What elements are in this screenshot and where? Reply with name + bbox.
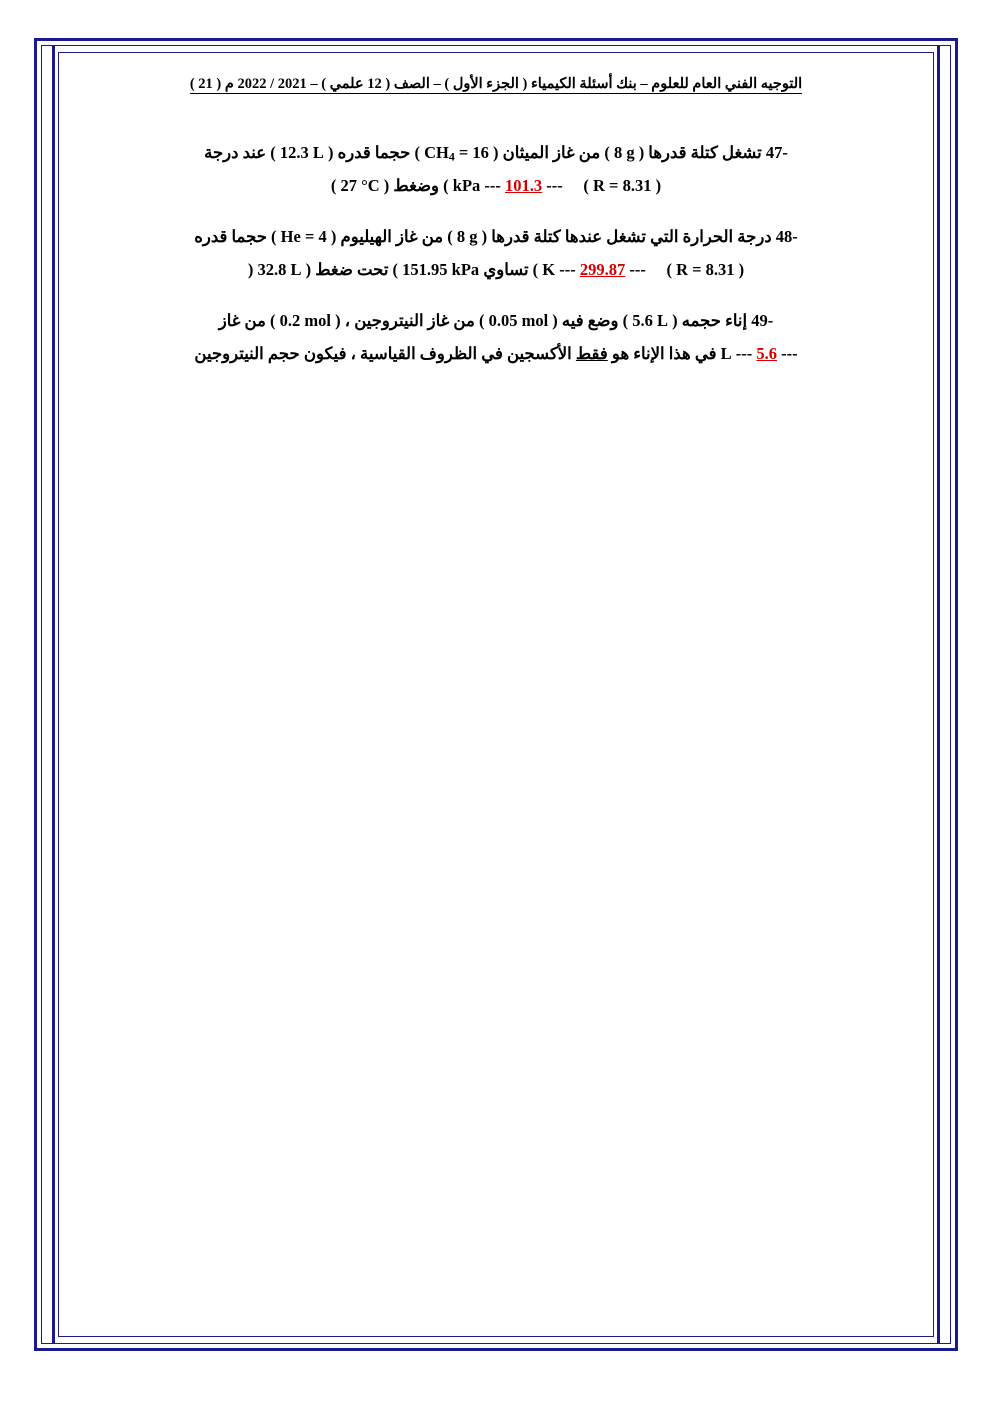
answer-48: 299.87 <box>579 260 626 280</box>
question-48-formula: He = 4 <box>280 227 327 247</box>
question-47-formula-subscript: 4 <box>448 149 455 164</box>
question-47-volume: 12.3 L <box>279 142 324 162</box>
question-47-temp-value: 27 °C <box>340 176 380 196</box>
question-47-formula-symbol: CH <box>424 142 449 162</box>
question-47-unit: kPa <box>452 176 481 196</box>
question-item-48 <box>78 220 914 286</box>
document-header-text: التوجيه الفني العام للعلوم – بنك أسئلة الكيمياء ( الجزء الأول ) – الصف ( 12 علمي ) – 2021 / 2022 م ( 21 ) <box>189 76 803 92</box>
question-47-text-a: تشغل كتلة قدرها ( <box>638 142 762 162</box>
answer-47: 101.3 <box>505 176 543 196</box>
question-49-text-c: ) من غاز النيتروجين ، ( <box>335 311 485 331</box>
question-48-text-b: ) من غاز الهيليوم ( <box>330 227 453 247</box>
question-47-dash-right: --- <box>484 176 501 196</box>
question-47-formula <box>424 136 489 169</box>
question-48-dash-right: --- <box>559 260 576 280</box>
question-number-47: 47- <box>765 142 788 162</box>
question-48-volume: 32.8 L <box>257 260 302 280</box>
question-47-text-f: ) وضغط <box>393 176 449 196</box>
question-49-text-e: الأكسجين في الظروف القياسية ، فيكون حجم النيتروجين <box>194 344 572 364</box>
question-48-text-a: درجة الحرارة التي تشغل عندها كتلة قدرها ( <box>481 227 772 247</box>
question-47-temp: ( 27 °C ) <box>330 176 390 196</box>
question-49-mol-oxygen: 0.2 mol <box>279 311 331 331</box>
question-47-dash-left: --- <box>546 176 563 196</box>
question-47-formula-mass: = 16 <box>454 142 489 162</box>
question-47-text-c: ) حجما قدره ( <box>328 142 420 162</box>
question-49-unit: L <box>720 344 732 364</box>
question-49-text-b: ) وضع فيه ( <box>552 311 629 331</box>
question-48-const: ( R = 8.31 ) <box>666 260 745 280</box>
question-49-text-a: إناء حجمه ( <box>672 311 748 331</box>
question-49-mol-nitrogen: 0.05 mol <box>488 311 549 331</box>
question-49-text-f: في هذا الإناء هو <box>611 344 717 364</box>
question-47-text-b: ) من غاز الميثان ( <box>493 142 610 162</box>
question-49-dash-right: --- <box>735 344 753 364</box>
question-48-unit: K <box>542 260 556 280</box>
question-48-dash-left: --- <box>629 260 646 280</box>
question-47-text-d: ) عند درجة <box>204 142 276 162</box>
question-48-paren-open: ( <box>247 260 254 280</box>
question-48-pressure: 151.95 kPa <box>402 260 480 280</box>
question-number-48: 48- <box>775 227 798 247</box>
question-item-47 <box>78 136 914 202</box>
question-48-text-e: ) تساوي <box>483 260 539 280</box>
question-49-emphasis: فقط <box>575 344 608 364</box>
question-number-49: 49- <box>751 311 774 331</box>
question-48-text-c: ) حجما قدره <box>194 227 277 247</box>
question-47-mass: 8 g <box>613 142 635 162</box>
question-49-text-d: ) من غاز <box>218 311 276 331</box>
question-48-mass: 8 g <box>456 227 478 247</box>
question-49-dash-left: --- <box>781 344 798 364</box>
question-item-49 <box>78 304 914 370</box>
question-47-const: ( R = 8.31 ) <box>583 176 662 196</box>
document-header <box>72 74 920 96</box>
question-49-volume: 5.6 L <box>632 311 669 331</box>
answer-49: 5.6 <box>756 344 777 364</box>
question-48-text-d: ) تحت ضغط ( <box>305 260 399 280</box>
document-content <box>72 62 920 1323</box>
